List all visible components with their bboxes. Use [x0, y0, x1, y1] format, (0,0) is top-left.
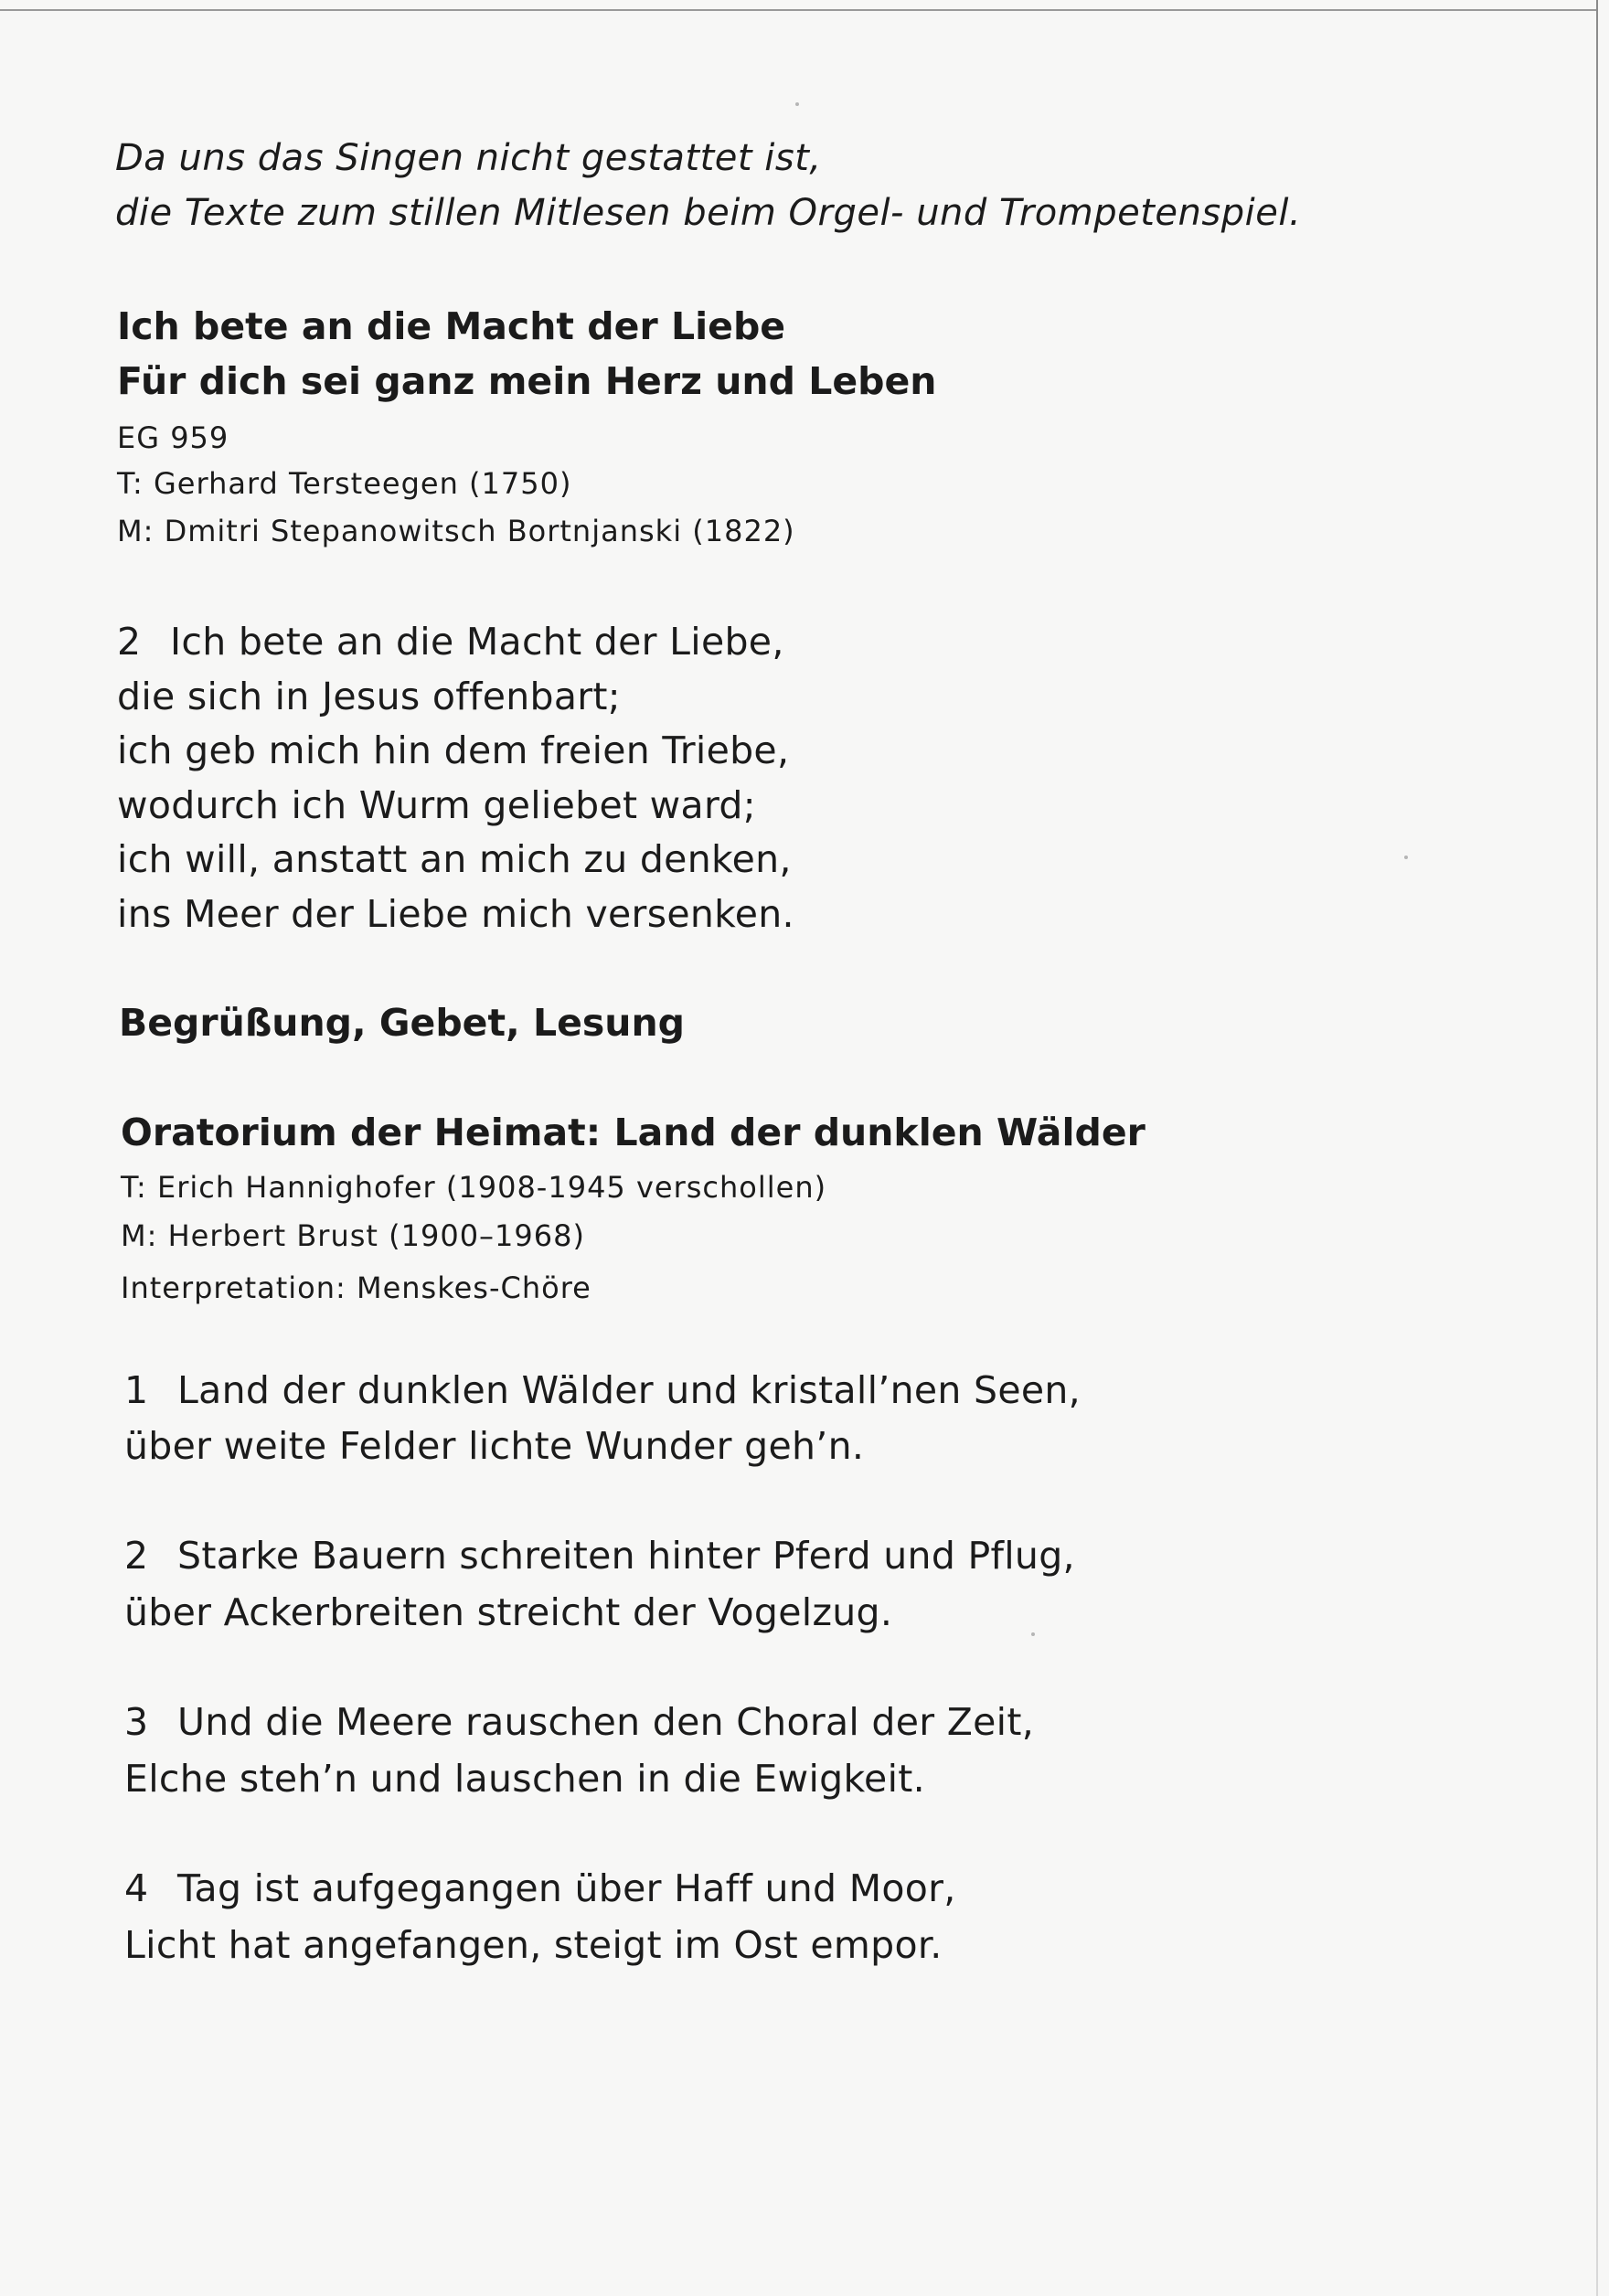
- song1-verse-line: ich geb mich hin dem freien Triebe,: [117, 728, 790, 772]
- song2-verse-2-line-1: [124, 1534, 1075, 1578]
- verse-text: Und die Meere rauschen den Choral der Zeit,: [177, 1700, 1035, 1744]
- song2-title: Oratorium der Heimat: Land der dunklen Wälder: [121, 1111, 1145, 1154]
- verse-text: Starke Bauern schreiten hinter Pferd und Pflug,: [177, 1534, 1075, 1578]
- intro-line-1: Da uns das Singen nicht gestattet ist,: [115, 137, 822, 179]
- verse-number: 4: [124, 1866, 149, 1910]
- verse-text: Tag ist aufgegangen über Haff und Moor,: [177, 1866, 956, 1910]
- song2-verse-4-line-2: Licht hat angefangen, steigt im Ost empor.: [124, 1923, 943, 1967]
- song2-interpretation: Interpretation: Menskes-Chöre: [121, 1270, 591, 1305]
- song2-verse-3-line-2: Elche steh’n und lauschen in die Ewigkeit.: [124, 1757, 925, 1801]
- song1-hymn-number: EG 959: [117, 420, 229, 455]
- song1-verse-line: [117, 620, 784, 664]
- song1-verse-line: ich will, anstatt an mich zu denken,: [117, 837, 792, 881]
- song2-verse-2-line-2: über Ackerbreiten streicht der Vogelzug.: [124, 1590, 893, 1634]
- song2-music-author: M: Herbert Brust (1900–1968): [121, 1218, 585, 1253]
- song2-verse-1-line-2: über weite Felder lichte Wunder geh’n.: [124, 1424, 865, 1468]
- verse-number: 2: [124, 1534, 149, 1578]
- verse-text: Ich bete an die Macht der Liebe,: [170, 620, 784, 664]
- song2-text-author: T: Erich Hannighofer (1908-1945 verschollen): [121, 1170, 827, 1205]
- song2-verse-4-line-1: [124, 1866, 956, 1910]
- song1-verse-line: ins Meer der Liebe mich versenken.: [117, 892, 794, 936]
- song1-title-2: Für dich sei ganz mein Herz und Leben: [117, 359, 937, 403]
- section-heading: Begrüßung, Gebet, Lesung: [119, 1001, 686, 1045]
- verse-number: 3: [124, 1700, 149, 1744]
- verse-number: 2: [117, 620, 142, 664]
- intro-line-2: die Texte zum stillen Mitlesen beim Orgel- und Trompetenspiel.: [115, 192, 1302, 234]
- verse-number: 1: [124, 1368, 149, 1412]
- song1-text-author: T: Gerhard Tersteegen (1750): [117, 466, 572, 501]
- verse-text: Land der dunklen Wälder und kristall’nen Seen,: [177, 1368, 1082, 1412]
- song1-verse-line: wodurch ich Wurm geliebet ward;: [117, 783, 756, 827]
- song2-verse-1-line-1: [124, 1368, 1081, 1412]
- song1-music-author: M: Dmitri Stepanowitsch Bortnjanski (1822): [117, 514, 795, 548]
- song1-verse-line: die sich in Jesus offenbart;: [117, 675, 621, 718]
- song2-verse-3-line-1: [124, 1700, 1034, 1744]
- song1-title-1: Ich bete an die Macht der Liebe: [117, 304, 786, 348]
